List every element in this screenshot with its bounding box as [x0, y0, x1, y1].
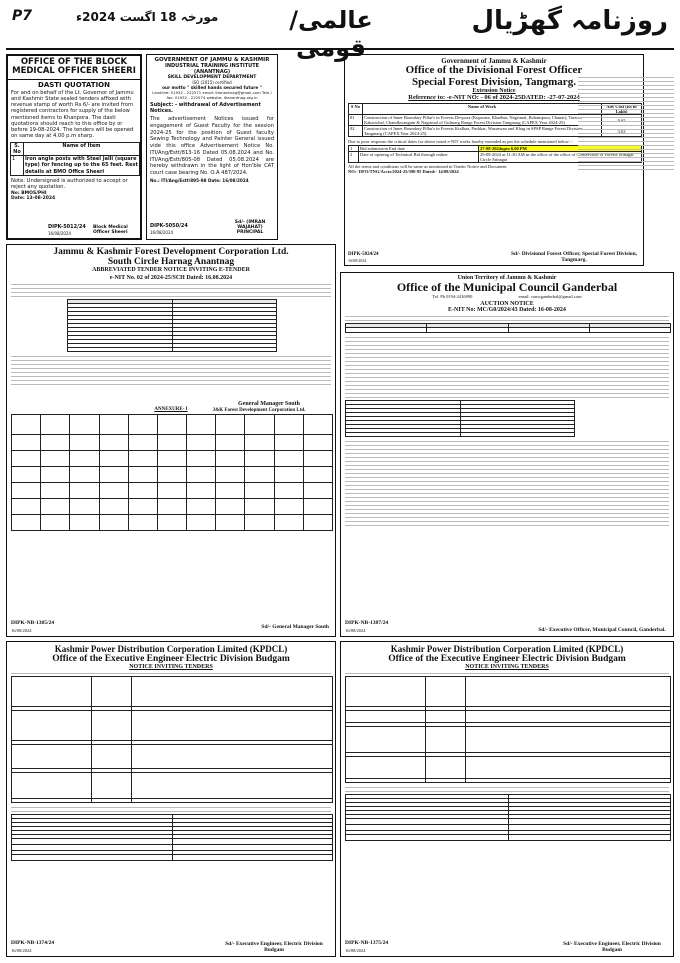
- works-table: [11, 676, 333, 803]
- dipk-ref: DIPK-NB-1375/24: [345, 940, 389, 946]
- ad-title: INDUSTRIAL TRAINING INSTITUTE (ANANTNAG): [164, 63, 260, 75]
- section-urdu: عالمی/قومی: [289, 6, 373, 62]
- ad-title: South Circle Harnag Anantnag: [107, 257, 235, 267]
- dipk-date: 16/08/2024: [345, 628, 366, 633]
- ad-title: Jammu & Kashmir Forest Development Corporation Ltd.: [53, 247, 289, 257]
- cell: Iron angle posts with Steel Jalli (square type) for fencing up to the 65 feet. Rest details at BMO Office Sheeri: [24, 156, 138, 175]
- ad-enit: E-NIT No: MC/G0/2024/43 Dated: 16-08-2024: [448, 307, 566, 314]
- auction-items-table: [345, 323, 671, 333]
- ad-signer: Sd/- General Manager South: [261, 624, 329, 630]
- ad-govt-line: Government of Jammu & Kashmir: [441, 57, 547, 65]
- ad-footer-note: All the terms and conditions will be same as mentioned in Tender Notice and Document: [348, 164, 507, 170]
- items-table: [10, 142, 140, 176]
- ad-title: Office of the Divisional Forest Officer: [405, 64, 583, 76]
- annexure-table: [11, 414, 333, 531]
- cell: Construction of Inner Boundary Pillar's in Forests Kralhaa, Pushkar, Wazarwan and Khag in SPSP Range Forest Division Tangmarg (CAPEX Year 2024-25): [363, 126, 602, 137]
- cell: Bid submission End date: [359, 146, 479, 152]
- ad-title: GOVERNMENT OF JAMMU & KASHMIR: [154, 57, 270, 63]
- paper-title-urdu: روزنامہ گھڑیال: [471, 6, 668, 36]
- ad-title: Office of the Executive Engineer Electric Division Budgam: [388, 654, 626, 664]
- cell: 01: [349, 115, 363, 126]
- ad-date: Date: 13-08-2024: [11, 196, 56, 202]
- cell: 29-08-2024 at 11:30 AM in the office of the office of Conservator of Forests Srinagar Circle Srinagar: [479, 152, 642, 163]
- iti-anantnag-ad: [146, 54, 278, 240]
- ad-signer: Sd/- Executive Engineer, Electric Division Budgam: [225, 941, 323, 953]
- ad-subtitle: DASTI QUOTATION: [38, 80, 110, 89]
- ad-subtitle: ABBREVIATED TENDER NOTICE INVITING E-TENDER: [92, 267, 250, 273]
- dipk-date: 16/08/2024: [348, 258, 367, 263]
- ad-number: No: BMOS/PHI: [11, 191, 47, 197]
- ad-signer: Sd/- Executive Officer, Municipal Council, Ganderbal.: [538, 627, 666, 633]
- dipk-ref: DIPK-5050/24: [150, 223, 188, 229]
- iso-label: ISO (2015) certified: [192, 80, 232, 85]
- ad-subtitle: AUCTION NOTICE: [480, 301, 534, 308]
- kpdcl-tender-ad-right: [340, 641, 674, 957]
- page-number: P7: [12, 8, 33, 24]
- cell: 1: [349, 146, 359, 152]
- cell: 27-08-2024upto 6.00 PM: [479, 146, 642, 152]
- col-header: Name of Work: [363, 104, 602, 115]
- ad-number: NO:- DFO/TNG/Accts/2024-25/390-95 Dated:- 14/08/2024: [348, 169, 459, 175]
- ad-contact: Tel. Ph 0194-2416990 email: comcganderbal@gmail.com: [432, 294, 582, 300]
- cell: 02: [349, 126, 363, 137]
- annexure-label: ANNEXURE- I: [154, 407, 188, 412]
- cell: 1: [11, 156, 24, 176]
- ad-enit: e-NIT No. 02 of 2024-25/SCH Dated: 16.08.2024: [109, 275, 233, 281]
- ad-signer: General Manager South: [238, 401, 300, 407]
- ad-subject: Subject: - withdrawal of Advertisement Notices.: [150, 102, 261, 114]
- dipk-date: 16/08/2024: [150, 230, 174, 235]
- cell: 3.63: [602, 126, 642, 137]
- ad-body: The advertisement Notices issued for engagement of Guest Faculty for the session 2024-25 for the position of Guest faculty Sewing Technology and Painter General issued vide this office Advertisement Notice No. ITI/Ang/Estt/813-16 Dated 05.08.2024 and No. ITI/Ang/Estt/805-08 Dated 05.08.2024 are hereby withdrawn in the light of Hon'ble CAT court case bearing No. O.A 487/2024.: [150, 116, 274, 176]
- cell: 9.65: [602, 115, 642, 126]
- col-header: Name of Item: [23, 142, 139, 156]
- cell: Construction of Inner Boundary Pillar's in Forests Devpora (Kupwara, Khadbar, Nagrimal, Bohampora, Chanar), Tarzoo, Kakarwbal, Chandkwangam & Nagrimal of Gulmarg Range Forest Division Tangmarg (CAPEX Year 2024-25): [363, 115, 602, 126]
- col-header: S No: [349, 104, 363, 115]
- dipk-ref: DIPK-NB-1374/24: [11, 940, 55, 946]
- ad-body: For and on behalf of the Lt. Governor of Jammu and Kashmir State sealed tenders affixed with revenue stamp of worth Rs 6/- are invited from registered contractors for supply of the below mentioned items to Khanpora. The dasti quotations should reach to this office by or before 19-08-2024. The tenders will be opened on same day at 4.00 p.m sharp.: [11, 89, 134, 140]
- ad-signer: Sd/- (IMRAN WAJAHAT) PRINCIPAL: [234, 220, 266, 235]
- ad-title: OFFICE OF THE BLOCK MEDICAL OFFICER SHEERI: [8, 56, 140, 80]
- motto: our motto " skilled hands secured future ": [162, 85, 262, 90]
- cell: Date of opening of Technical Bid through online: [359, 152, 479, 163]
- cell: 2: [349, 152, 359, 163]
- schedule-table: [11, 814, 333, 861]
- ad-signer: Block Medical Officer Sheeri: [93, 225, 128, 235]
- ad-signer: J&K Forest Development Corporation Ltd.: [212, 408, 306, 413]
- ad-due-note: Due to poor response the critical dates for above noted e-NIT works hereby extended as per the schedule mentioned below: -: [348, 139, 573, 145]
- ad-subtitle: NOTICE INVITING TENDERS: [465, 664, 549, 670]
- auction-dates-table: [345, 400, 575, 437]
- ad-govt-line: Union Territory of Jammu & Kashmir: [457, 275, 557, 281]
- ad-title: Kashmir Power Distribution Corporation Limited (KPDCL): [390, 644, 624, 654]
- ad-signer: Sd/- Divisional Forest Officer, Special Forest Division, Tangmarg.: [510, 251, 638, 263]
- ad-note: Note: Undersigned is authorized to accept or reject any quotation.: [11, 177, 128, 191]
- dipk-ref: DIPK-NB-1385/24: [11, 620, 55, 626]
- ad-subtitle: NOTICE INVITING TENDERS: [129, 664, 213, 670]
- ad-title: Special Forest Division, Tangmarg.: [412, 75, 576, 88]
- ad-number: No.: ITI/Ang/Estt/895-98 Date: 16/08/2024: [150, 177, 249, 183]
- ad-reference: Reference to: -e-NIT NO: - 06 of 2024-25DATED: -27-07-2024: [408, 94, 580, 102]
- date-urdu: مورخہ 18 اگست 2024ء: [76, 10, 219, 24]
- ad-title: Office of the Executive Engineer Electric Division Budgam: [52, 654, 290, 664]
- dipk-date: 16/08/2024: [11, 948, 32, 953]
- ad-signer: Sd/- Executive Engineer, Electric Division Budgam: [563, 941, 661, 953]
- dipk-date: 16/08/2024: [345, 948, 366, 953]
- kpdcl-tender-ad-left: [6, 641, 336, 957]
- dipk-ref: DIPK-NB-1387/24: [345, 620, 389, 626]
- col-header: Adv Cost (Rs in Lakh): [602, 104, 642, 115]
- mc-ganderbal-ad: [340, 272, 674, 637]
- works-table: [345, 676, 671, 783]
- schedule-table: [67, 299, 277, 352]
- col-header: S. No: [11, 142, 24, 156]
- jkfdc-tender-ad: [6, 244, 336, 637]
- ad-title: Office of the Municipal Council Ganderbal: [396, 280, 618, 294]
- dipk-ref: DIPK-5024/24: [348, 252, 379, 257]
- contact: Landline: 01932 - 222571 email: itianantnag@gmail.com Tele / fax: 01932 - 222574 website: itianantnag.org.in: [152, 90, 272, 100]
- urdu-column: [578, 54, 674, 172]
- bmo-sheeri-ad: [6, 54, 142, 240]
- dipk-ref: DIPK-5012/24: [48, 224, 86, 230]
- ad-title: SKILL DEVELOPMENT DEPARTMENT: [167, 75, 257, 80]
- ad-subtitle: Extension Notice: [472, 88, 516, 95]
- schedule-table: [345, 794, 671, 841]
- dipk-date: 16/08/2024: [48, 231, 72, 236]
- ad-title: Kashmir Power Distribution Corporation Limited (KPDCL): [54, 644, 288, 654]
- dipk-date: 16/08/2024: [11, 628, 32, 633]
